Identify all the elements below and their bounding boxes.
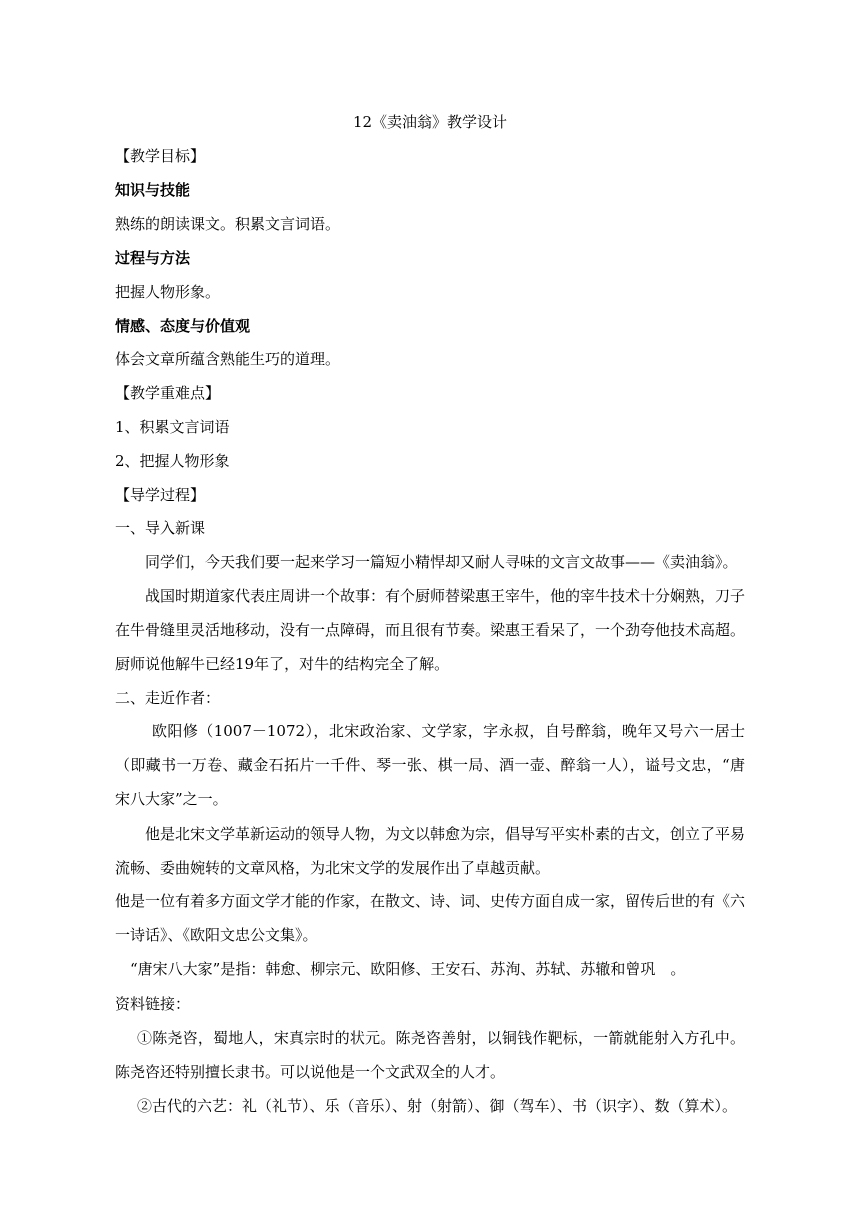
- author-heading: 二、走近作者：: [115, 689, 221, 707]
- resource-item-2: ②古代的六艺：礼（礼节）、乐（音乐）、射（射箭）、御（驾车）、书（识字）、数（算术）。: [137, 1097, 738, 1115]
- document-title: 12《卖油翁》教学设计: [352, 113, 508, 131]
- intro-paragraph-2: 战国时期道家代表庄周讲一个故事：有个厨师替梁惠王宰牛，他的宰牛技术十分娴熟，刀子在牛骨缝里灵活地移动，没有一点障碍，而且很有节奏。梁惠王看呆了，一个劲夸他技术高超。厨师说他解牛已经19年了，对牛的结构完全了解。: [115, 587, 746, 673]
- author-paragraph-4: “唐宋八大家”是指：韩愈、柳宗元、欧阳修、王安石、苏洵、苏轼、苏辙和曾巩 。: [130, 960, 686, 978]
- author-paragraph-2: 他是北宋文学革新运动的领导人物，为文以韩愈为宗，倡导写平实朴素的古文，创立了平易流畅、委曲婉转的文章风格，为北宋文学的发展作出了卓越贡献。: [115, 825, 746, 877]
- process-text: 把握人物形象。: [115, 283, 221, 301]
- intro-heading: 一、导入新课: [115, 519, 206, 537]
- key-point-2: 2、把握人物形象: [115, 452, 230, 470]
- knowledge-text: 熟练的朗读课文。积累文言词语。: [115, 215, 341, 233]
- resources-heading: 资料链接：: [115, 995, 191, 1013]
- emotion-heading: 情感、态度与价值观: [115, 317, 251, 335]
- knowledge-heading: 知识与技能: [115, 181, 191, 199]
- author-paragraph-1: 欧阳修（1007－1072），北宋政治家、文学家，字永叔，自号醉翁，晚年又号六一居士（即藏书一万卷、藏金石拓片一千件、琴一张、棋一局、酒一壶、醉翁一人），谥号文忠，“唐宋八大家”之一。: [115, 722, 745, 808]
- author-paragraph-3: 他是一位有着多方面文学才能的作家，在散文、诗、词、史传方面自成一家，留传后世的有《六一诗话》、《欧阳文忠公文集》。: [115, 892, 746, 944]
- key-points-heading: 【教学重难点】: [115, 384, 221, 402]
- objectives-heading: 【教学目标】: [115, 147, 206, 165]
- intro-paragraph-1: 同学们，今天我们要一起来学习一篇短小精悍却又耐人寻味的文言文故事——《卖油翁》。: [145, 553, 738, 571]
- process-guide-heading: 【导学过程】: [115, 486, 206, 504]
- emotion-text: 体会文章所蕴含熟能生巧的道理。: [115, 350, 341, 368]
- key-point-1: 1、积累文言词语: [115, 418, 230, 436]
- process-heading: 过程与方法: [115, 249, 191, 267]
- resource-item-1: ①陈尧咨，蜀地人，宋真宗时的状元。陈尧咨善射，以铜钱作靶标，一箭就能射入方孔中。陈尧咨还特别擅长隶书。可以说他是一个文武双全的人才。: [115, 1029, 745, 1081]
